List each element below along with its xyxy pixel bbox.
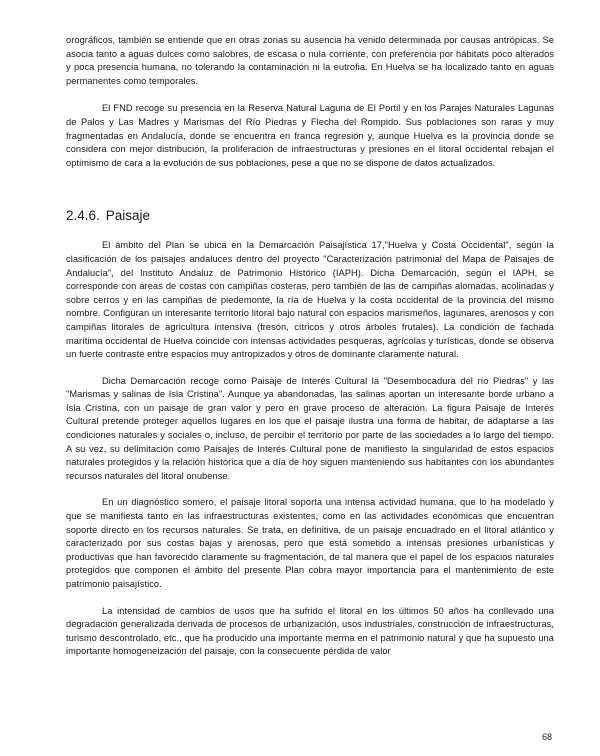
paragraph-cultural-landscape: Dicha Demarcación recoge como Paisaje de Interés Cultural la "Desembocadura del río Piedras" y las "Marismas y salinas de Isla Cristina". Aunque ya abandonadas, las salinas aportan un interesante borde urbano a Isla Cristina, con un paisaje de gran valor y pero en grave proceso de alteración. La figura Paisaje de Interés Cultural pretende proteger aquellos lugares en los que el paisaje ilustra una forma de habitar, de adaptarse a las condiciones naturales y sociales o, incluso, de percibir el territorio por parte de las sociedades a lo largo del tiempo. A su vez, su delimitación como Paisajes de Interés Cultural pone de manifiesto la singularidad de estos espacios naturales protegidos y la relación histórica que a día de hoy siguen manteniendo sus habitantes con los abundantes recursos naturales del litoral onubense. [66, 375, 554, 481]
document-page [66, 34, 554, 659]
paragraph-habitat: orográficos, también se entiende que en otras zonas su ausencia ha venido determinada por causas antrópicas. Se asocia tanto a aguas dulces como salobres, de escasa o nula corriente, con preferencia por hábitats poco alterados y poca presencia humana, no tolerando la contaminación ni la eutrofia. En Huelva se ha localizado tanto en aguas permanentes como temporales. [66, 35, 554, 86]
page-number: 68 [541, 732, 552, 742]
paragraph-land-use-change: La intensidad de cambios de usos que ha sufrido el litoral en los últimos 50 años ha conllevado una degradación generalizada derivada de procesos de urbanización, usos industriales, construcción de infraestructuras, turismo descontrolado, etc., que ha producido una importante merma en el patrimonio natural y que ha supuesto una importante homogeneización del paisaje, con la consecuente pérdida de valor [66, 605, 554, 657]
section-number: 2.4.6. [66, 208, 100, 224]
paragraph-diagnosis: En un diagnóstico somero, el paisaje litoral soporta una intensa actividad humana, que lo ha modelado y que se manifiesta tanto en las infraestructuras existentes, como en las actividades económicas que encuentran soporte directo en los recursos naturales. Se trata, en definitiva, de un paisaje encuadrado en el litoral atlántico y caracterizado por sus costas bajas y arenosas, pero que está sometido a intensas presiones urbanísticas y productivas que han favorecido claramente su fragmentación, de tal manera que el papel de los espacios naturales protegidos que componen el ámbito del presente Plan cobra mayor importancia para el mantenimiento de este patrimonio paisajístico. [66, 497, 554, 589]
section-title: Paisaje [105, 208, 151, 224]
paragraph-fnd-presence: El FND recoge su presencia en la Reserva Natural Laguna de El Portil y en los Parajes Naturales Lagunas de Palos y Las Madres y Marismas del Río Piedras y Flecha del Rompido. Sus poblaciones son raras y muy fragmentadas en Andalucía, donde se encuentra en franca regresión y, aunque Huelva es la provincia donde se considera con mejor distribución, la proliferación de infraestructuras y presiones en el litoral occidental rebajan el optimismo de cara a la evolución de sus poblaciones, pese a que no se dispone de datos actualizados. [66, 103, 554, 168]
paragraph-demarcation: El ámbito del Plan se ubica en la Demarcación Paisajística 17,"Huelva y Costa Occidental", según la clasificación de los paisajes andaluces dentro del proyecto "Caracterización patrimonial del Mapa de Paisajes de Andalucía", del Instituto Andaluz de Patrimonio Histórico (IAPH). Dicha Demarcación, según el IAPH, se corresponde con áreas de costas con campiñas costeras, pero también de las de campiñas alomadas, acolinadas y sobre cerros y en las campiñas de piedemonte, la ría de Huelva y la costa occidental de la provincia del mismo nombre. Configuran un interesante territorio litoral bajo natural con espacios marismeños, lagunares, arenosos y con campiñas litorales de agricultura intensiva (fresón, cítricos y otros árboles frutales). La condición de fachada marítima occidental de Huelva coincide con intensas actividades pesqueras, agrícolas y turísticas, donde se observa un fuerte contraste entre espacios muy antropizados y otros de dominante claramente natural. [66, 240, 554, 360]
section-heading [66, 207, 554, 225]
